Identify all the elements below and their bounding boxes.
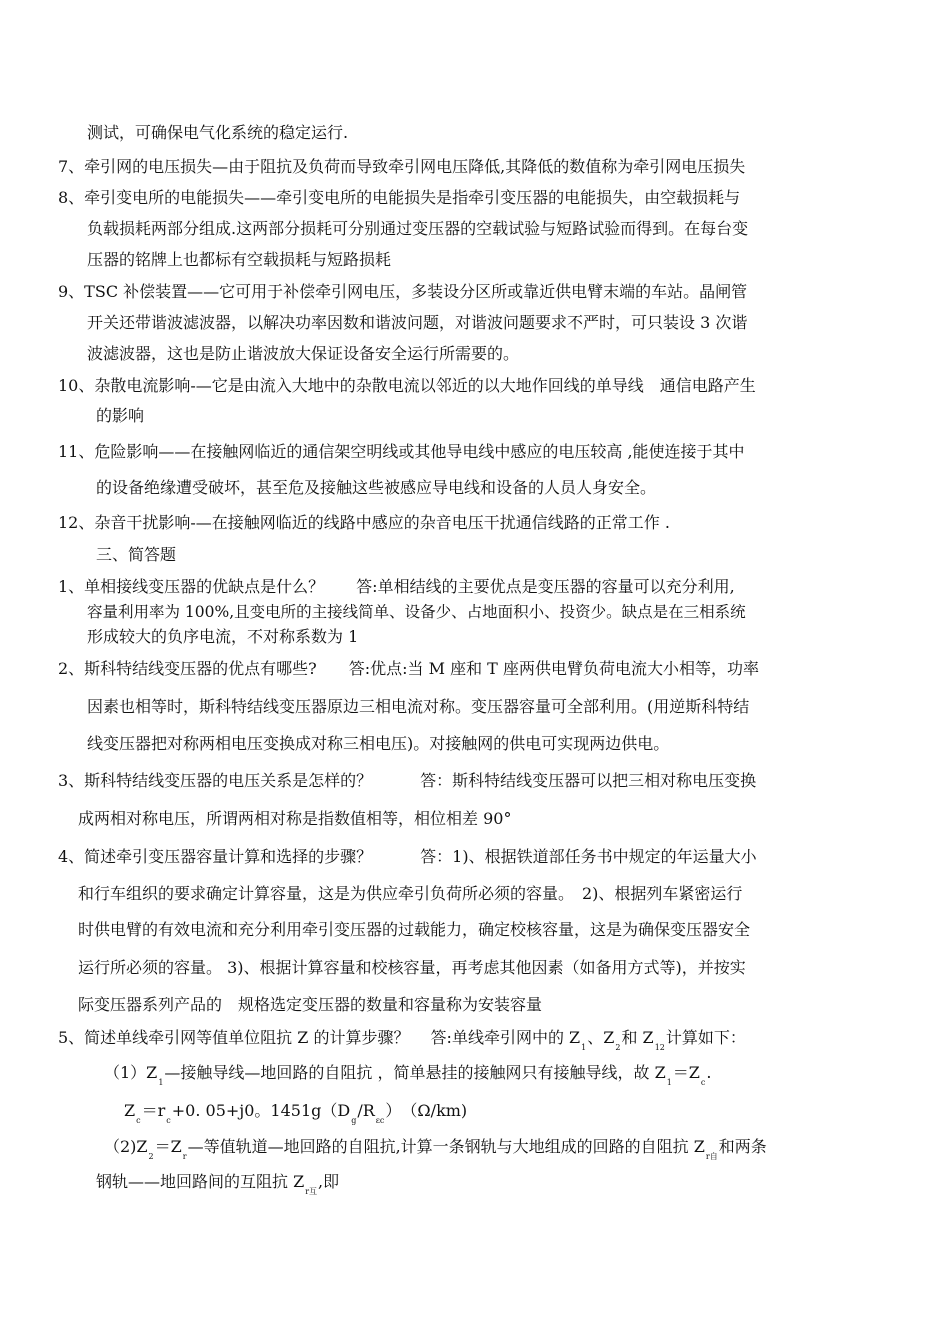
text-line: 际变压器系列产品的 规格选定变压器的数量和容量称为安装容量 — [78, 995, 543, 1014]
text-line: 测试，可确保电气化系统的稳定运行. — [87, 123, 349, 142]
text-line: 开关还带谐波滤波器，以解决功率因数和谐波问题，对谐波问题要求不严时，可只装设 3 次谐 — [87, 313, 748, 332]
text-line: 7、牵引网的电压损失—由于阻抗及负荷而导致牵引网电压降低,其降低的数值称为牵引网电压损失 — [58, 157, 746, 176]
text-line: 时供电臂的有效电流和充分利用牵引变压器的过载能力，确定校核容量，这是为确保变压器安全 — [78, 920, 751, 939]
formula-line-1: $(1)Z_1—$接触导线—地回路的自阻抗 ，简单悬挂的接触网只有接触导线，故 $Z_1=Z_c$. — [104, 1063, 712, 1087]
text-line: 3、斯科特结线变压器的电压关系是怎样的？ 答：斯科特结线变压器可以把三相对称电压变换 — [58, 771, 757, 790]
text-line: 波滤波器，这也是防止谐波放大保证设备安全运行所需要的。 — [87, 344, 520, 363]
text-line: 压器的铭牌上也都标有空载损耗与短路损耗 — [87, 250, 392, 269]
text-line: 因素也相等时，斯科特结线变压器原边三相电流对称。变压器容量可全部利用。(用逆斯科特结 — [87, 697, 750, 716]
text-line: 和行车组织的要求确定计算容量，这是为供应牵引负荷所必须的容量。 2)、根据列车紧密运行 — [78, 884, 743, 903]
text-line: 1、单相接线变压器的优缺点是什么？ 答:单相结线的主要优点是变压器的容量可以充分利用, — [58, 577, 735, 596]
text-line: 的设备绝缘遭受破坏，甚至危及接触这些被感应导电线和设备的人员人身安全。 — [96, 478, 657, 497]
question-5-line: 5、简述单线牵引网等值单位阻抗 Z 的计算步骤？ 答:单线牵引网中的 $Z_1$、$Z_2$和 $Z_{12}$计算如下： — [58, 1028, 746, 1052]
text-line: 成两相对称电压，所谓两相对称是指数值相等，相位相差 90° — [78, 809, 512, 828]
text-line: 11、危险影响——在接触网临近的通信架空明线或其他导电线中感应的电压较高 ,能使连接于其中 — [58, 442, 745, 461]
text-line: 运行所必须的容量。 3)、根据计算容量和校核容量，再考虑其他因素（如备用方式等)，并按实 — [78, 958, 746, 977]
section-heading: 三、简答题 — [96, 545, 177, 564]
text-line: 负载损耗两部分组成.这两部分损耗可分别通过变压器的空载试验与短路试验而得到。在每台变 — [87, 219, 749, 238]
text-line: 的影响 — [96, 406, 145, 425]
text-line: 8、牵引变电所的电能损失——牵引变电所的电能损失是指牵引变压器的电能损失，由空载损耗与 — [58, 188, 741, 207]
text-line: 12、杂音干扰影响-—在接触网临近的线路中感应的杂音电压干扰通信线路的正常工作 . — [58, 513, 670, 532]
formula-line-2: $Z_c=r_c+0$. 05+j0。$1451g(D_g/R_{\varepsilon c})$ （Ω/km) — [124, 1101, 468, 1125]
text-line: 形成较大的负序电流，不对称系数为 1 — [87, 627, 359, 646]
text-line: 9、TSC 补偿装置——它可用于补偿牵引网电压，多装设分区所或靠近供电臂末端的车站。晶闸管 — [58, 282, 748, 301]
text-line: 10、杂散电流影响-—它是由流入大地中的杂散电流以邻近的以大地作回线的单导线 通信电路产生 — [58, 376, 756, 395]
text-line: 4、简述牵引变压器容量计算和选择的步骤？ 答：1)、根据铁道部任务书中规定的年运量大小 — [58, 847, 757, 866]
text-line: 容量利用率为 100%,且变电所的主接线简单、设备少、占地面积小、投资少。缺点是在三相系统 — [87, 603, 746, 621]
text-line: 线变压器把对称两相电压变换成对称三相电压)。对接触网的供电可实现两边供电。 — [87, 734, 670, 753]
formula-line-4: 钢轨——地回路间的互阻抗 $Z_{r互}$,即 — [96, 1172, 340, 1196]
formula-line-3: $(2)Z_2=Z_r—$等值轨道—地回路的自阻抗,计算一条钢轨与大地组成的回路的自阻抗 $Z_{r自}$和两条 — [104, 1137, 767, 1161]
text-line: 2、斯科特结线变压器的优点有哪些? 答:优点:当 M 座和 T 座两供电臂负荷电流大小相等，功率 — [58, 659, 759, 678]
